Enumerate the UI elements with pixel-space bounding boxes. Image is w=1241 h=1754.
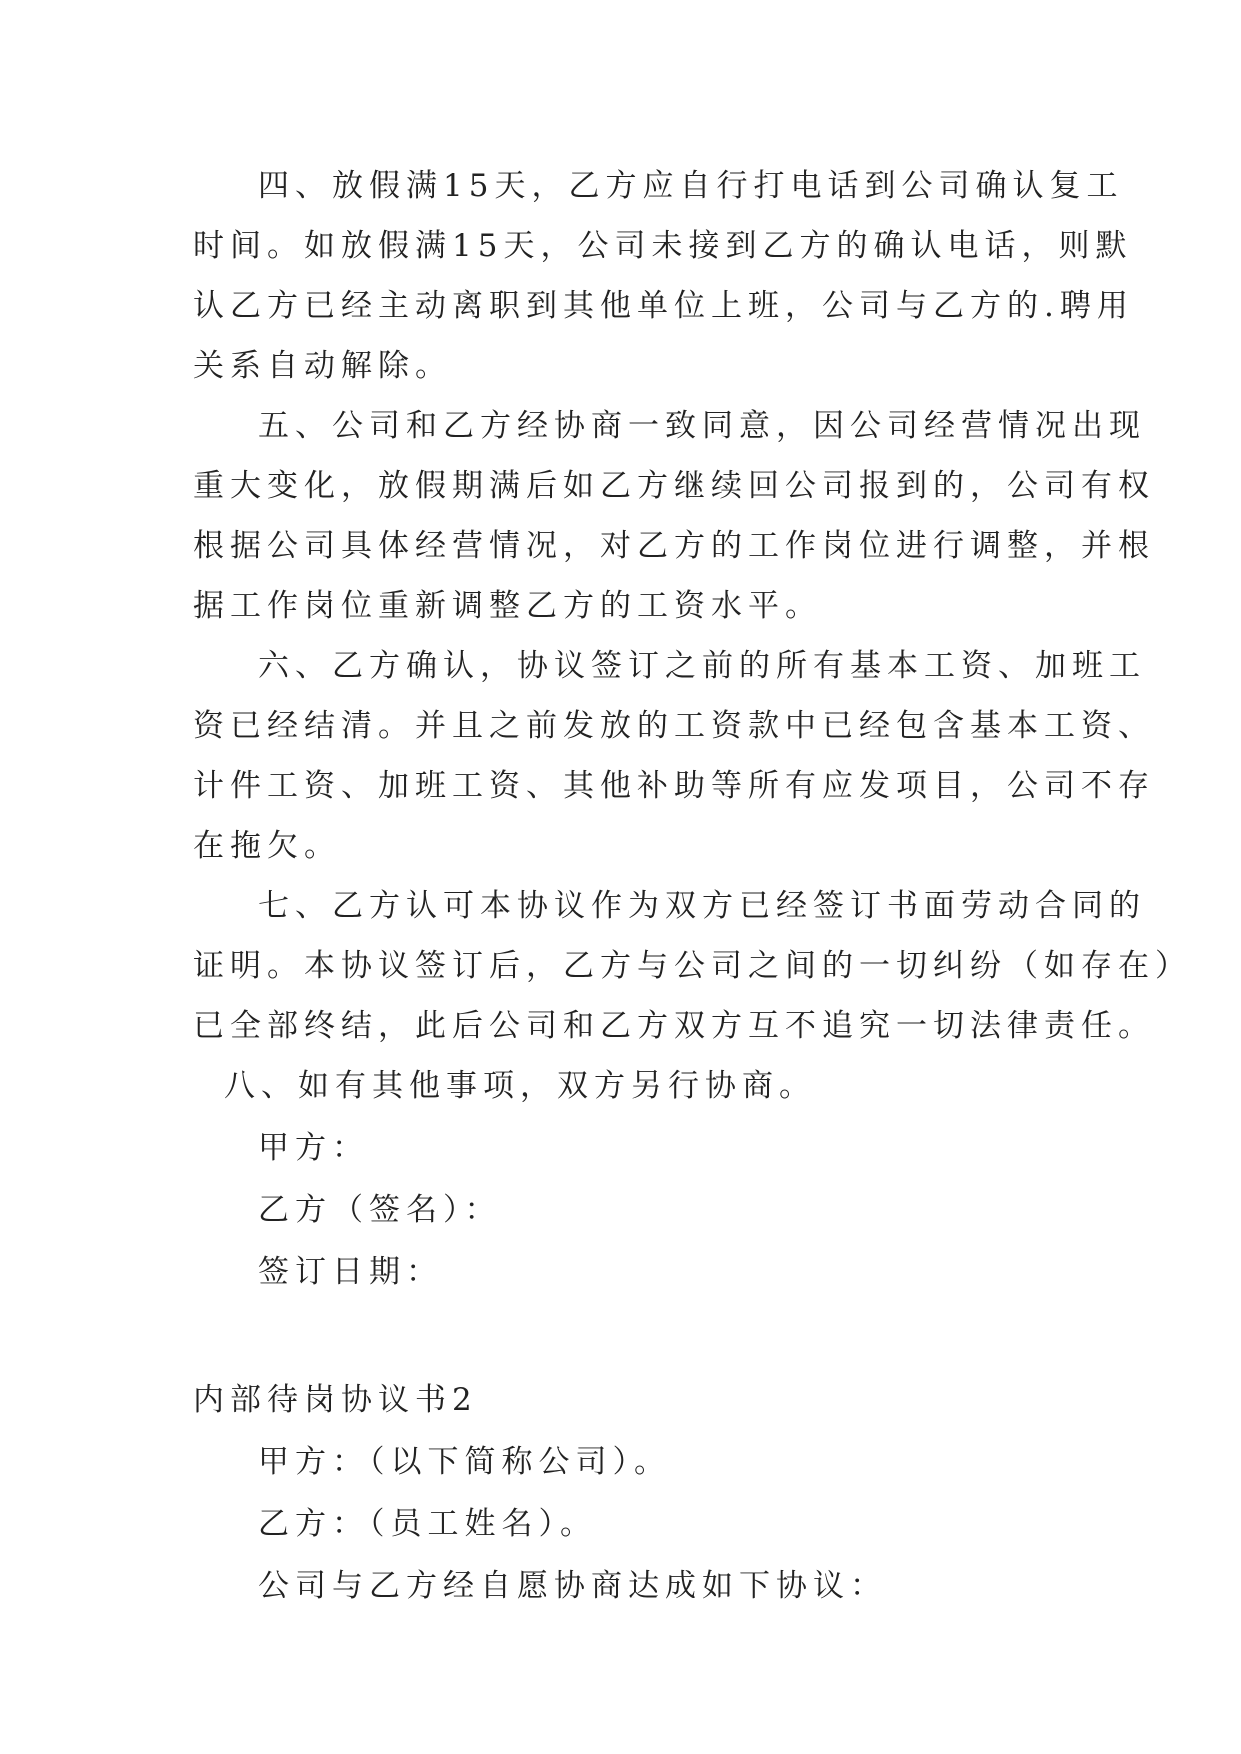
paragraph-6-line-2: 资已经结清。并且之前发放的工资款中已经包含基本工资、 [193, 708, 1155, 744]
paragraph-5-line-3: 根据公司具体经营情况，对乙方的工作岗位进行调整，并根 [193, 528, 1155, 564]
signing-date-label: 签订日期： [258, 1254, 443, 1290]
paragraph-6-line-3: 计件工资、加班工资、其他补助等所有应发项目，公司不存 [193, 768, 1155, 804]
paragraph-7-line-2: 证明。本协议签订后，乙方与公司之间的一切纠纷（如存在） [193, 948, 1192, 984]
paragraph-8: 八、如有其他事项，双方另行协商。 [224, 1068, 816, 1104]
paragraph-7-line-1: 七、乙方认可本协议作为双方已经签订书面劳动合同的 [258, 888, 1146, 924]
paragraph-4-line-4: 关系自动解除。 [193, 348, 452, 384]
party-a-label: 甲方： [258, 1130, 369, 1166]
paragraph-6-line-4: 在拖欠。 [193, 828, 341, 864]
section-title: 内部待岗协议书2 [193, 1382, 478, 1418]
paragraph-5-line-2: 重大变化，放假期满后如乙方继续回公司报到的，公司有权 [193, 468, 1155, 504]
party-b-definition: 乙方：（员工姓名）。 [258, 1506, 597, 1542]
paragraph-6-line-1: 六、乙方确认，协议签订之前的所有基本工资、加班工 [258, 648, 1146, 684]
agreement-intro: 公司与乙方经自愿协商达成如下协议： [258, 1568, 887, 1604]
paragraph-4-line-2: 时间。如放假满15天，公司未接到乙方的确认电话，则默 [193, 228, 1133, 264]
paragraph-4-line-1: 四、放假满15天，乙方应自行打电话到公司确认复工 [258, 168, 1124, 204]
paragraph-5-line-4: 据工作岗位重新调整乙方的工资水平。 [193, 588, 822, 624]
paragraph-7-line-3: 已全部终结，此后公司和乙方双方互不追究一切法律责任。 [193, 1008, 1155, 1044]
party-b-signature-label: 乙方（签名）： [258, 1192, 502, 1228]
paragraph-4-line-3: 认乙方已经主动离职到其他单位上班，公司与乙方的.聘用 [193, 288, 1134, 324]
party-a-definition: 甲方：（以下简称公司）。 [258, 1444, 671, 1480]
paragraph-5-line-1: 五、公司和乙方经协商一致同意，因公司经营情况出现 [258, 408, 1146, 444]
